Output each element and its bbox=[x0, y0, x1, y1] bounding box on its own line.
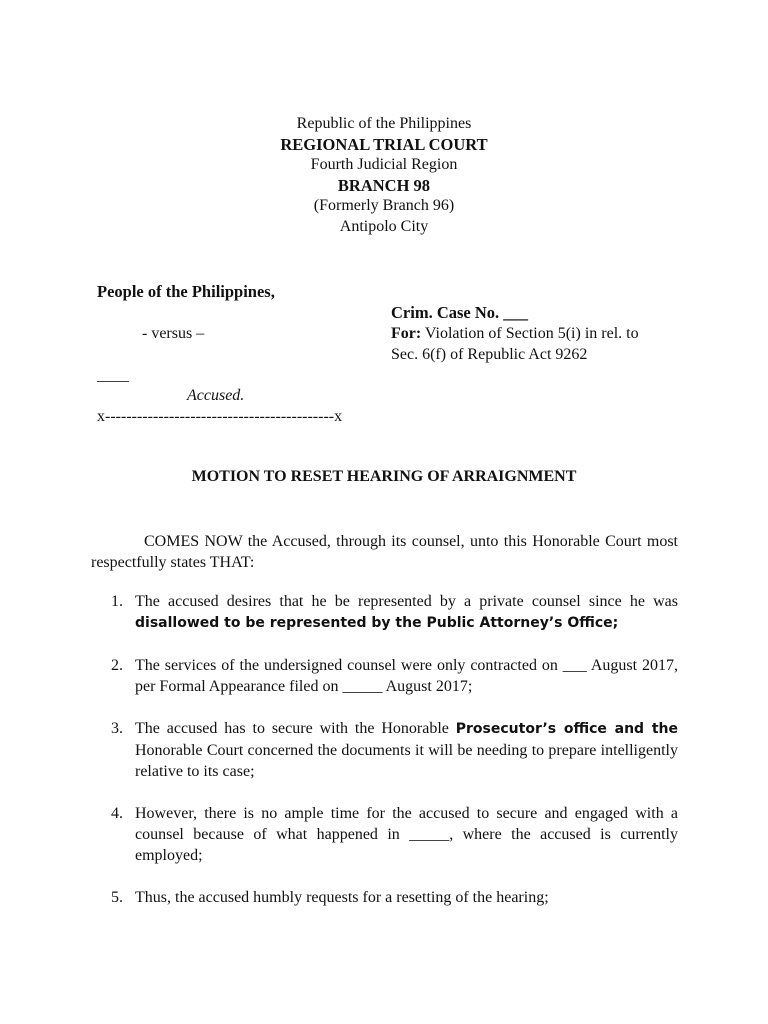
header-branch: BRANCH 98 bbox=[337, 175, 431, 195]
intro-text: COMES NOW the Accused, through its counsel, unto this Honorable Court most respectfully states THAT: bbox=[91, 533, 678, 571]
charge-line-1 bbox=[391, 323, 639, 344]
list-item bbox=[91, 803, 678, 866]
document-title: MOTION TO RESET HEARING OF ARRAIGNMENT bbox=[191, 468, 577, 485]
intro-paragraph bbox=[91, 531, 678, 573]
item-number: 3. bbox=[111, 720, 123, 737]
item-text: Thus, the accused humbly requests for a resetting of the hearing; bbox=[135, 889, 549, 906]
charge-line-2: Sec. 6(f) of Republic Act 9262 bbox=[391, 346, 588, 363]
list-item bbox=[91, 718, 678, 782]
item-text-continued: Honorable Court concerned the documents it will be needing to prepare intelligently relative to its case; bbox=[135, 742, 678, 780]
header-court: REGIONAL TRIAL COURT bbox=[280, 134, 488, 154]
case-number: Crim. Case No. ___ bbox=[391, 303, 529, 322]
header-republic: Republic of the Philippines bbox=[296, 115, 472, 132]
item-text-bold: Prosecutor’s office and the bbox=[455, 721, 678, 737]
accused-label: Accused. bbox=[187, 387, 245, 404]
item-text: However, there is no ample time for the accused to secure and engaged with a counsel because of what happened in _____, where the accused is currently employed; bbox=[135, 805, 678, 864]
for-label: For: bbox=[391, 325, 422, 342]
item-text: The services of the undersigned counsel were only contracted on ___ August 2017, per Formal Appearance filed on _____ August 2017; bbox=[135, 657, 678, 695]
item-text-bold: disallowed to be represented by the Public Attorney’s Office; bbox=[135, 615, 619, 631]
list-item bbox=[91, 655, 678, 697]
list-item bbox=[91, 591, 678, 634]
header-former-branch: (Formerly Branch 96) bbox=[313, 197, 455, 215]
item-text: The accused has to secure with the Honorable bbox=[135, 720, 456, 737]
item-number: 5. bbox=[111, 889, 123, 906]
list-item bbox=[91, 887, 678, 908]
header-region: Fourth Judicial Region bbox=[310, 156, 458, 174]
item-number: 2. bbox=[111, 657, 123, 674]
versus-text: - versus – bbox=[142, 325, 205, 342]
plaintiff-name: People of the Philippines, bbox=[97, 282, 275, 301]
item-number: 4. bbox=[111, 805, 123, 822]
numbered-list bbox=[91, 591, 678, 929]
charge-text-1: Violation of Section 5(i) in rel. to bbox=[424, 325, 639, 342]
caption-separator: x-------------------------------------------x bbox=[97, 408, 343, 425]
court-header bbox=[0, 114, 768, 238]
item-number: 1. bbox=[111, 593, 123, 610]
accused-blank: ____ bbox=[97, 367, 129, 384]
header-city: Antipolo City bbox=[339, 217, 429, 235]
item-text: The accused desires that he be represented by a private counsel since he was bbox=[135, 593, 678, 610]
